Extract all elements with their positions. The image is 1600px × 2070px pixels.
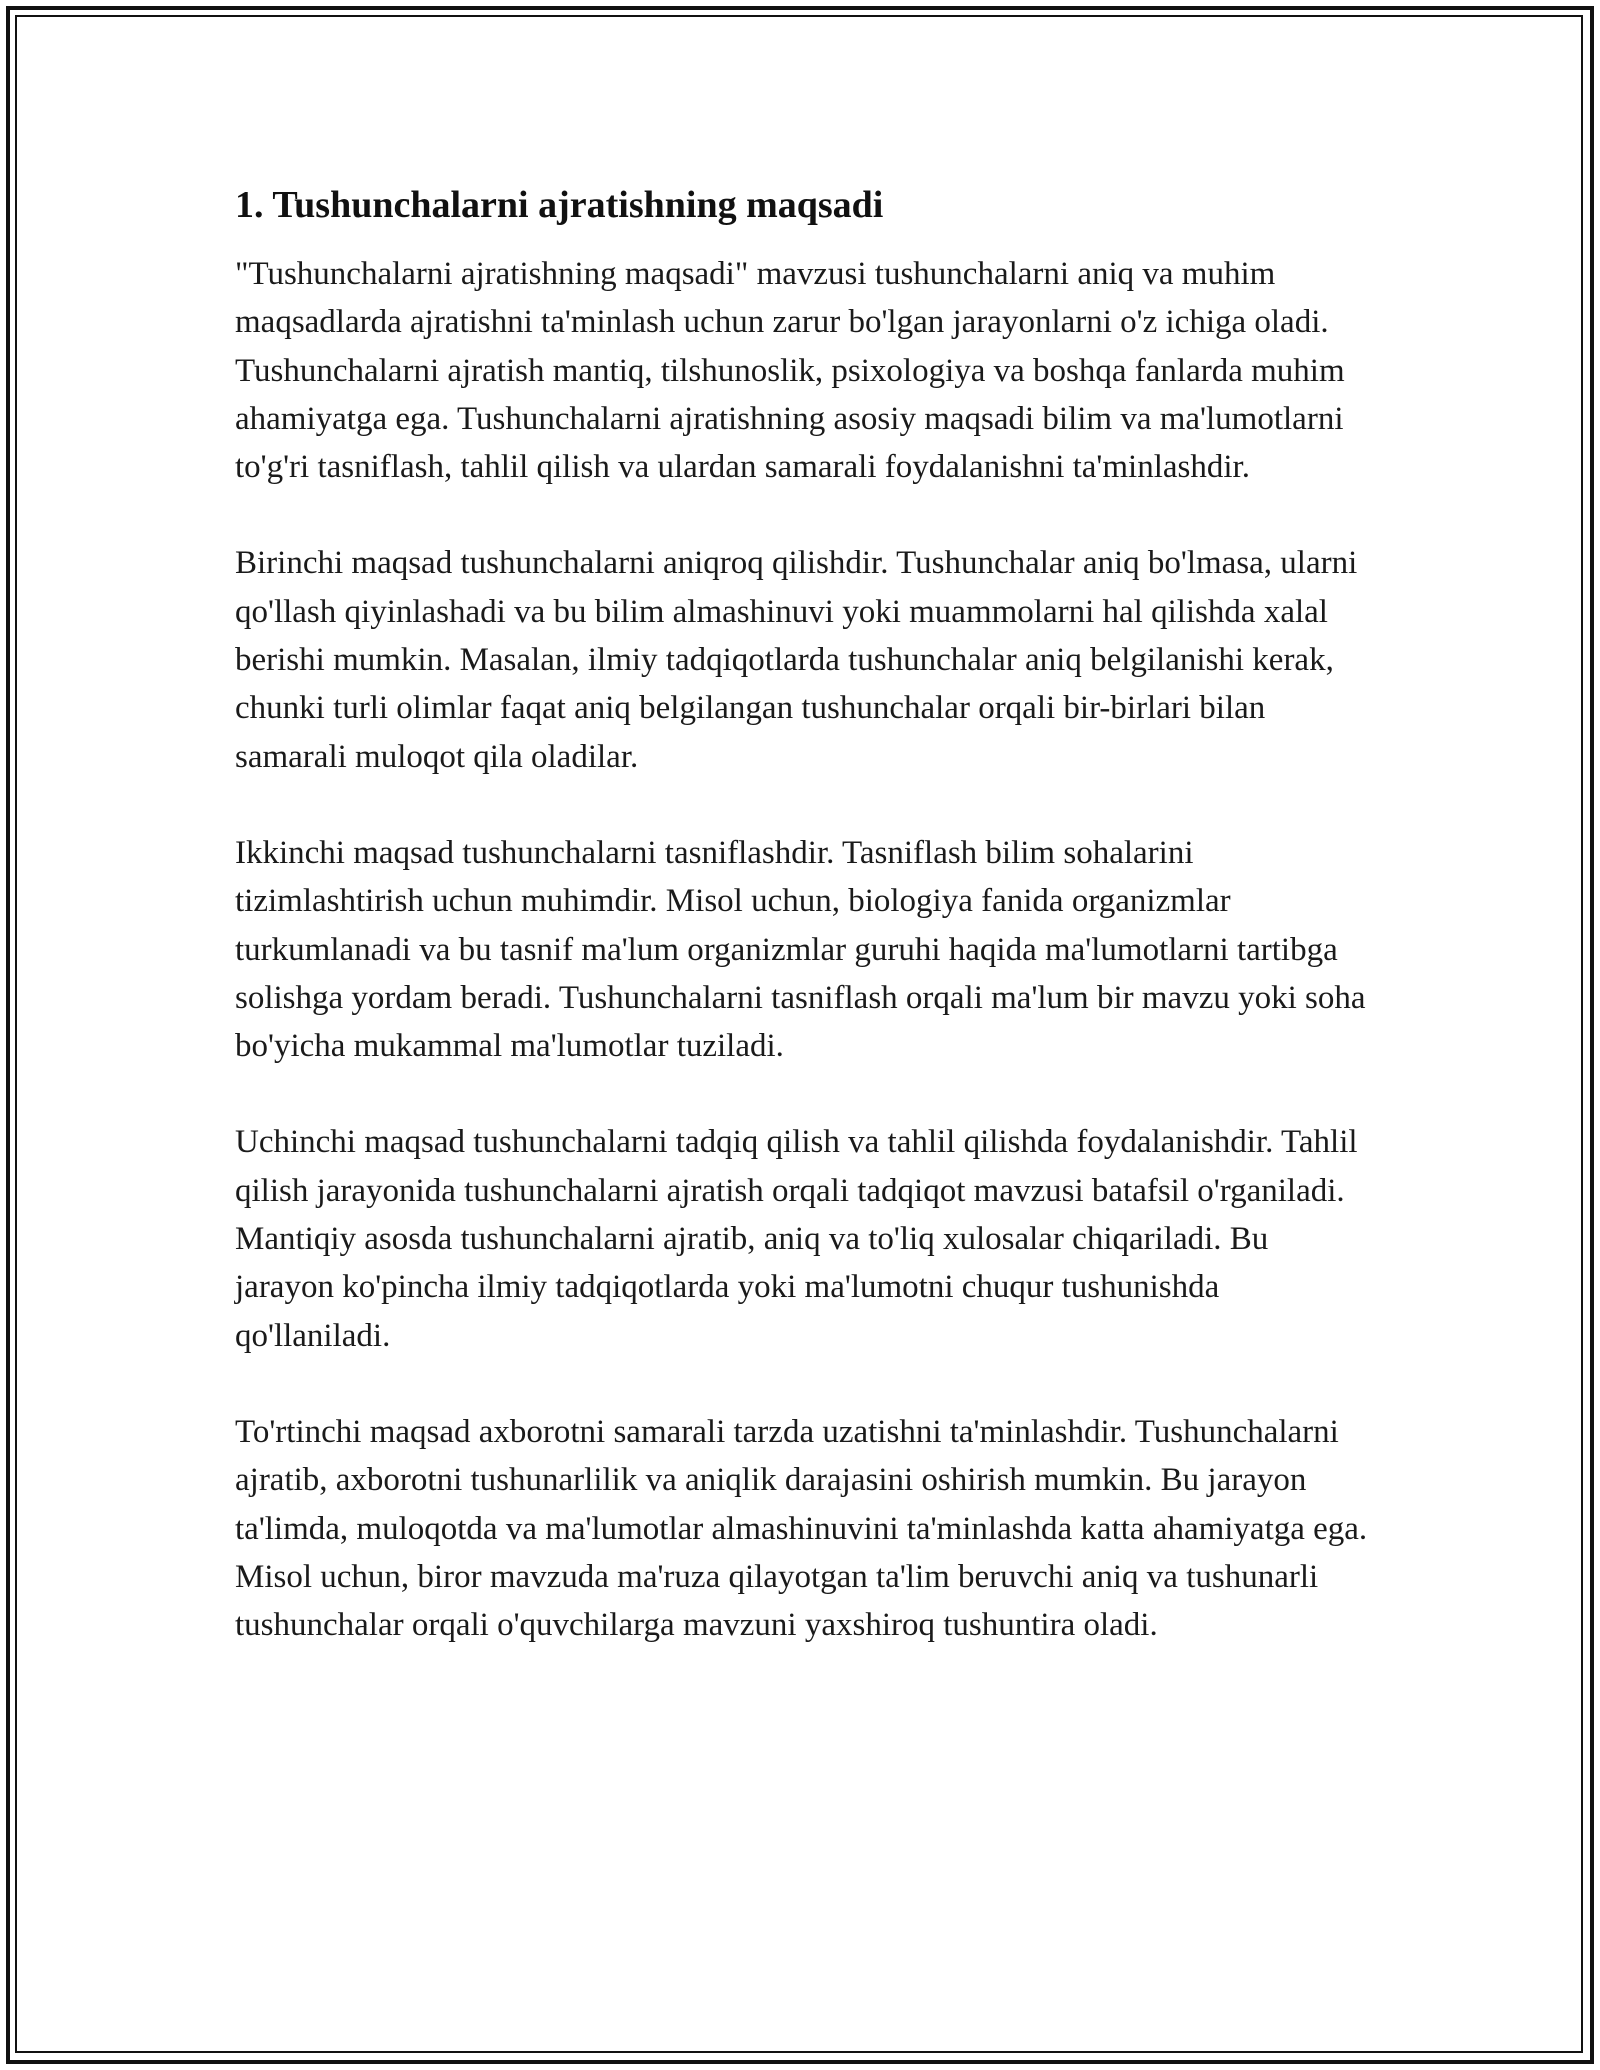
paragraph-intro: "Tushunchalarni ajratishning maqsadi" mavzusi tushunchalarni aniq va muhim maqsadlarda ajratishni ta'minlash uchun zarur bo'lgan jarayonlarni o'z ichiga oladi. Tushunchalarni ajratish mantiq, tilshunoslik, psixologiya va boshqa fanlarda muhim ahamiyatga ega. Tushunchalarni ajratishning asosiy maqsadi bilim va ma'lumotlarni to'g'ri tasniflash, tahlil qilish va ulardan samarali foydalanishni ta'minlashdir. <box>235 256 1345 486</box>
section-heading: 1. Tushunchalarni ajratishning maqsadi <box>235 184 884 226</box>
paragraph-first-goal: Birinchi maqsad tushunchalarni aniqroq qilishdir. Tushunchalar aniq bo'lmasa, ularni qo'llash qiyinlashadi va bu bilim almashinuvi yoki muammolarni hal qilishda xalal berishi mumkin. Masalan, ilmiy tadqiqotlarda tushunchalar aniq belgilanishi kerak, chunki turli olimlar faqat aniq belgilangan tushunchalar orqali bir-birlari bilan samarali muloqot qila oladilar. <box>235 545 1358 775</box>
document-body <box>235 180 1370 1697</box>
paragraph-third-goal: Uchinchi maqsad tushunchalarni tadqiq qilish va tahlil qilishda foydalanishdir. Tahlil qilish jarayonida tushunchalarni ajratish orqali tadqiqot mavzusi batafsil o'rganiladi. Mantiqiy asosda tushunchalarni ajratib, aniq va to'liq xulosalar chiqariladi. Bu jarayon ko'pincha ilmiy tadqiqotlarda yoki ma'lumotni chuqur tushunishda qo'llaniladi. <box>235 1124 1358 1354</box>
paragraph-second-goal: Ikkinchi maqsad tushunchalarni tasniflashdir. Tasniflash bilim sohalarini tizimlashtirish uchun muhimdir. Misol uchun, biologiya fanida organizmlar turkumlanadi va bu tasnif ma'lum organizmlar guruhi haqida ma'lumotlarni tartibga solishga yordam beradi. Tushunchalarni tasniflash orqali ma'lum bir mavzu yoki soha bo'yicha mukammal ma'lumotlar tuziladi. <box>235 834 1366 1065</box>
paragraph-fourth-goal: To'rtinchi maqsad axborotni samarali tarzda uzatishni ta'minlashdir. Tushunchalarni ajratib, axborotni tushunarlilik va aniqlik darajasini oshirish mumkin. Bu jarayon ta'limda, muloqotda va ma'lumotlar almashinuvini ta'minlashda katta ahamiyatga ega. Misol uchun, biror mavzuda ma'ruza qilayotgan ta'lim beruvchi aniq va tushunarli tushunchalar orqali o'quvchilarga mavzuni yaxshiroq tushuntira oladi. <box>235 1413 1368 1644</box>
